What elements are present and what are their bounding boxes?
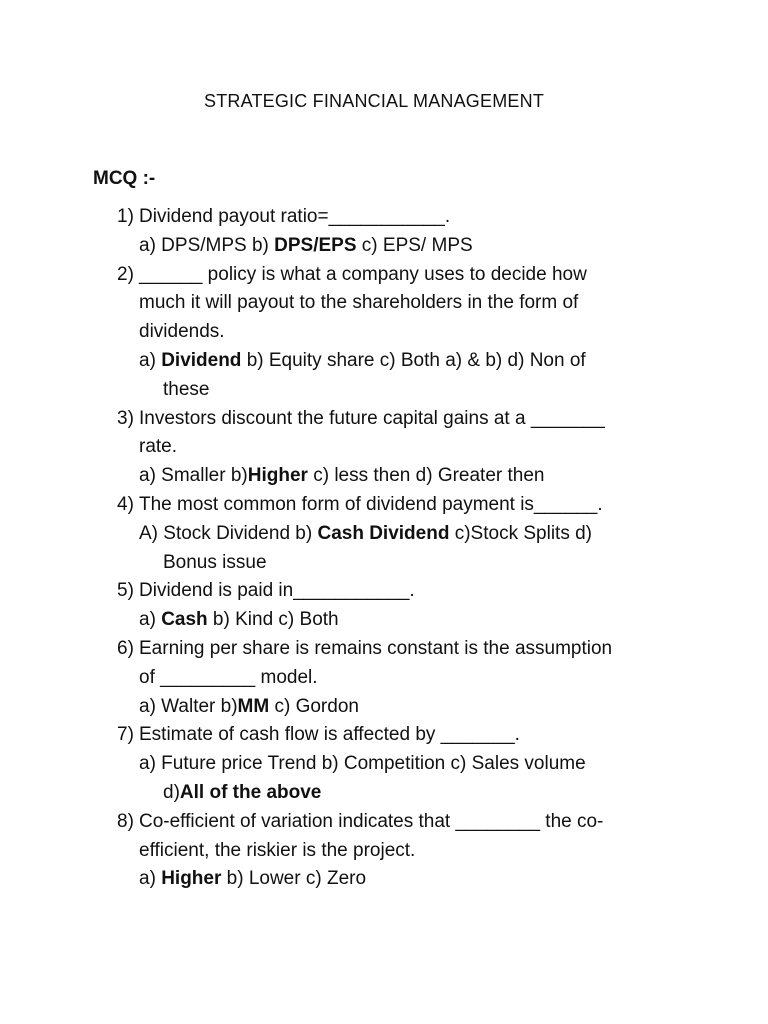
answer-options bbox=[0, 693, 768, 722]
option-text: b) Kind c) Both bbox=[207, 609, 339, 631]
option-text: c)Stock Splits d) bbox=[449, 522, 592, 544]
option-text: a) Walter b) bbox=[139, 695, 238, 717]
option-text: a) Smaller b) bbox=[139, 465, 248, 487]
correct-answer: Higher bbox=[161, 868, 222, 890]
question-line: ______ policy is what a company uses to decide how bbox=[139, 263, 587, 285]
answer-options-continued bbox=[0, 549, 768, 578]
question-line: Investors discount the future capital gains at a _______ bbox=[139, 407, 605, 429]
question-line: Dividend payout ratio=___________. bbox=[139, 206, 451, 227]
question-line: rate. bbox=[139, 436, 178, 458]
option-text: c) EPS/ MPS bbox=[356, 234, 473, 256]
answer-options bbox=[0, 865, 768, 894]
question-number: 1) bbox=[117, 206, 134, 227]
question-number: 8) bbox=[117, 810, 134, 832]
answer-options bbox=[0, 347, 768, 376]
question-item bbox=[0, 577, 768, 635]
option-text: c) Gordon bbox=[269, 695, 359, 717]
question-item bbox=[0, 808, 768, 894]
question-line: Earning per share is remains constant is the assumption bbox=[139, 637, 613, 659]
option-text: d) bbox=[163, 781, 180, 803]
question-item bbox=[0, 635, 768, 721]
option-text: b) Lower c) Zero bbox=[221, 868, 367, 890]
option-text: Bonus issue bbox=[163, 551, 267, 573]
option-text: a) DPS/MPS b) bbox=[139, 234, 275, 256]
question-line: much it will payout to the shareholders in the form of bbox=[139, 292, 579, 314]
question-number: 2) bbox=[117, 263, 134, 285]
correct-answer: Dividend bbox=[161, 349, 242, 371]
answer-options bbox=[0, 750, 768, 779]
question-item bbox=[0, 405, 768, 491]
question-number: 5) bbox=[117, 580, 134, 602]
correct-answer: Cash Dividend bbox=[317, 522, 450, 544]
question-text-continued bbox=[0, 289, 768, 318]
question-text bbox=[0, 635, 768, 664]
question-line: Co-efficient of variation indicates that ________ the co- bbox=[139, 810, 604, 832]
option-text: b) Equity share c) Both a) & b) d) Non of bbox=[241, 349, 586, 371]
correct-answer: Higher bbox=[247, 465, 308, 487]
option-text: a) bbox=[139, 349, 162, 371]
question-text-continued bbox=[0, 837, 768, 866]
question-item bbox=[0, 203, 768, 261]
question-number: 7) bbox=[117, 724, 134, 746]
answer-options bbox=[0, 606, 768, 635]
question-line: The most common form of dividend payment is______. bbox=[139, 493, 603, 515]
question-text-continued bbox=[0, 664, 768, 693]
question-item bbox=[0, 491, 768, 577]
option-text: a) bbox=[139, 609, 162, 631]
question-line: of _________ model. bbox=[139, 666, 318, 688]
correct-answer: Cash bbox=[161, 609, 208, 631]
question-text bbox=[0, 808, 768, 837]
question-number: 4) bbox=[117, 493, 134, 515]
question-text-continued bbox=[0, 433, 768, 462]
option-text: a) bbox=[139, 868, 162, 890]
correct-answer: DPS/EPS bbox=[274, 234, 357, 256]
correct-answer: All of the above bbox=[179, 781, 322, 803]
question-line: Dividend is paid in___________. bbox=[139, 580, 415, 602]
question-text-continued bbox=[0, 318, 768, 347]
question-number: 6) bbox=[117, 637, 134, 659]
correct-answer: MM bbox=[237, 695, 270, 717]
document-title: STRATEGIC FINANCIAL MANAGEMENT bbox=[203, 91, 545, 111]
answer-options bbox=[0, 462, 768, 491]
question-text bbox=[0, 261, 768, 290]
option-text: c) less then d) Greater then bbox=[307, 465, 545, 487]
question-list bbox=[0, 203, 768, 894]
question-text bbox=[0, 405, 768, 434]
answer-options-continued bbox=[0, 779, 768, 808]
question-text bbox=[0, 577, 768, 606]
question-text bbox=[0, 491, 768, 520]
question-line: Estimate of cash flow is affected by _______. bbox=[139, 724, 520, 746]
question-item bbox=[0, 261, 768, 405]
question-line: dividends. bbox=[139, 321, 225, 343]
option-text: a) Future price Trend b) Competition c) Sales volume bbox=[139, 753, 586, 775]
question-text bbox=[0, 203, 768, 232]
question-line: efficient, the riskier is the project. bbox=[139, 839, 416, 861]
answer-options bbox=[0, 520, 768, 549]
answer-options-continued bbox=[0, 376, 768, 405]
section-heading: MCQ :- bbox=[93, 168, 156, 189]
question-number: 3) bbox=[117, 407, 134, 429]
question-text bbox=[0, 721, 768, 750]
answer-options bbox=[0, 232, 768, 261]
option-text: these bbox=[163, 378, 210, 400]
option-text: A) Stock Dividend b) bbox=[139, 522, 318, 544]
question-item bbox=[0, 721, 768, 807]
